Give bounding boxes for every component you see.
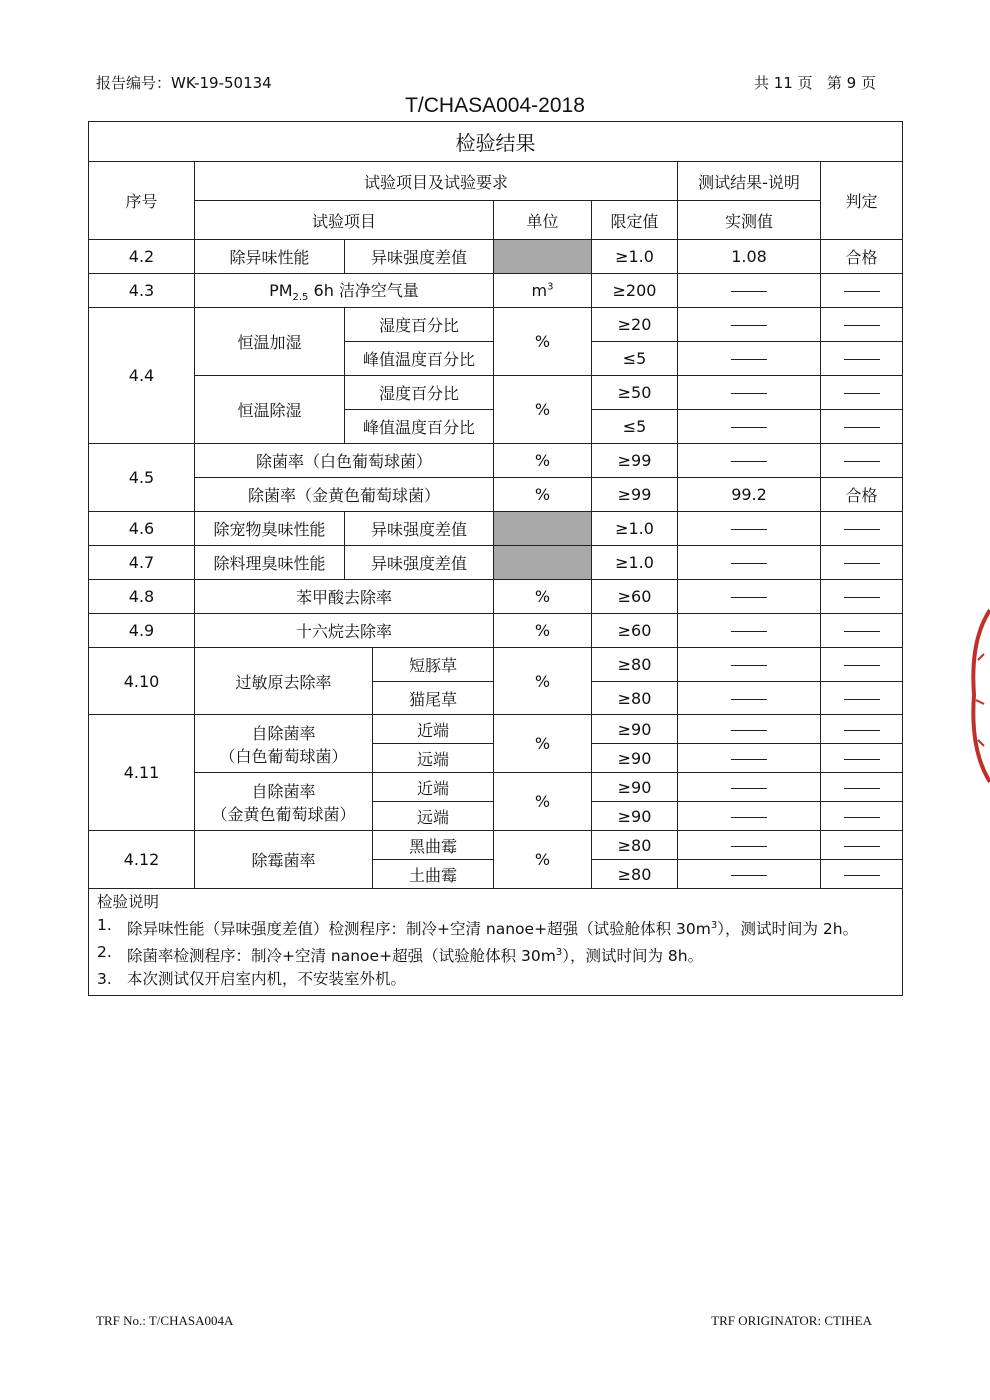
gray-unit-cell [494, 240, 592, 274]
row-limit: ≥80 [592, 648, 678, 682]
row-subitem: 土曲霉 [373, 860, 494, 889]
row-group: 恒温除湿 [195, 376, 345, 444]
row-judge [821, 274, 903, 308]
row-unit: % [494, 444, 592, 478]
row-limit: ≥200 [592, 274, 678, 308]
row-judge: 合格 [821, 240, 903, 274]
row-limit: ≥50 [592, 376, 678, 410]
row-unit: % [494, 580, 592, 614]
row-judge [821, 444, 903, 478]
row-unit: % [494, 478, 592, 512]
col-result-desc: 测试结果-说明 [678, 162, 821, 201]
row-unit: % [494, 648, 592, 715]
row-seq: 4.4 [89, 308, 195, 444]
row-judge [821, 715, 903, 744]
row-seq: 4.2 [89, 240, 195, 274]
row-value [678, 376, 821, 410]
row-limit: ≥20 [592, 308, 678, 342]
row-seq: 4.5 [89, 444, 195, 512]
row-judge [821, 831, 903, 860]
row-value [678, 410, 821, 444]
row-limit: ≥90 [592, 744, 678, 773]
row-judge [821, 744, 903, 773]
table-row [89, 580, 903, 614]
table-row [89, 444, 903, 478]
col-seq: 序号 [89, 162, 195, 240]
row-subitem: 远端 [373, 744, 494, 773]
row-limit: ≤5 [592, 410, 678, 444]
row-subitem: 近端 [373, 773, 494, 802]
row-limit: ≥1.0 [592, 240, 678, 274]
row-limit: ≥1.0 [592, 512, 678, 546]
row-judge [821, 614, 903, 648]
row-subitem: 猫尾草 [373, 682, 494, 715]
row-subitem: 黑曲霉 [373, 831, 494, 860]
row-judge [821, 860, 903, 889]
table-row [89, 831, 903, 860]
row-value: 1.08 [678, 240, 821, 274]
row-value [678, 744, 821, 773]
row-subitem: 峰值温度百分比 [345, 410, 494, 444]
row-seq: 4.10 [89, 648, 195, 715]
row-limit: ≥80 [592, 682, 678, 715]
row-unit: % [494, 308, 592, 376]
row-unit: % [494, 831, 592, 889]
row-item: 除异味性能 [195, 240, 345, 274]
row-limit: ≤5 [592, 342, 678, 376]
row-unit: % [494, 614, 592, 648]
row-limit: ≥90 [592, 715, 678, 744]
row-item: 除料理臭味性能 [195, 546, 345, 580]
table-row [89, 240, 903, 274]
standard-code: T/CHASA004-2018 [405, 94, 585, 117]
row-group: 恒温加湿 [195, 308, 345, 376]
table-title: 检验结果 [89, 122, 903, 162]
row-limit: ≥1.0 [592, 546, 678, 580]
table-row [89, 614, 903, 648]
report-number: 报告编号：WK-19-50134 [96, 74, 272, 92]
row-judge [821, 546, 903, 580]
row-value [678, 614, 821, 648]
results-table [88, 121, 903, 996]
note-item: 3. 本次测试仅开启室内机，不安装室外机。 [97, 970, 407, 989]
row-seq: 4.6 [89, 512, 195, 546]
row-subitem: 湿度百分比 [345, 308, 494, 342]
gray-unit-cell [494, 546, 592, 580]
row-limit: ≥60 [592, 580, 678, 614]
row-value [678, 773, 821, 802]
footer-trf-no: TRF No.: T/CHASA004A [96, 1313, 234, 1328]
row-subitem: 远端 [373, 802, 494, 831]
row-value: 99.2 [678, 478, 821, 512]
table-row [89, 648, 903, 682]
row-value [678, 860, 821, 889]
row-subitem: 短豚草 [373, 648, 494, 682]
table-row [89, 376, 903, 410]
table-row [89, 478, 903, 512]
footer-originator: TRF ORIGINATOR: CTIHEA [711, 1313, 872, 1328]
row-subitem: 近端 [373, 715, 494, 744]
row-item: $PM_{2.5}$ 6h 洁净空气量 [195, 274, 494, 308]
row-value [678, 546, 821, 580]
notes-title: 检验说明 [97, 893, 160, 911]
row-limit: ≥90 [592, 773, 678, 802]
row-subitem: 峰值温度百分比 [345, 342, 494, 376]
table-row [89, 715, 903, 744]
note-item: 1. 除异味性能（异味强度差值）检测程序：制冷+空清 nanoe+超强（试验舱体积 $30m^3$），测试时间为 2h。 [97, 916, 859, 939]
col-limit: 限定值 [592, 201, 678, 240]
row-limit: ≥99 [592, 478, 678, 512]
row-group: 自除菌率 （金黄色葡萄球菌） [195, 773, 373, 831]
row-judge [821, 648, 903, 682]
row-judge [821, 376, 903, 410]
row-judge [821, 682, 903, 715]
row-value [678, 308, 821, 342]
row-seq: 4.3 [89, 274, 195, 308]
row-item: 十六烷去除率 [195, 614, 494, 648]
row-group: 自除菌率 （白色葡萄球菌） [195, 715, 373, 773]
row-seq: 4.12 [89, 831, 195, 889]
row-judge [821, 773, 903, 802]
row-subitem: 异味强度差值 [345, 512, 494, 546]
notes-section [89, 889, 903, 996]
row-value [678, 802, 821, 831]
row-limit: ≥80 [592, 831, 678, 860]
table-row [89, 546, 903, 580]
col-item: 试验项目 [195, 201, 494, 240]
seal-stamp-icon [966, 600, 990, 790]
row-item: 除霉菌率 [195, 831, 373, 889]
note-item: 2. 除菌率检测程序：制冷+空清 nanoe+超强（试验舱体积 $30m^3$），测试时间为 8h。 [97, 943, 704, 966]
row-judge: 合格 [821, 478, 903, 512]
row-judge [821, 512, 903, 546]
row-judge [821, 308, 903, 342]
row-value [678, 444, 821, 478]
row-unit: % [494, 715, 592, 773]
row-limit: ≥90 [592, 802, 678, 831]
col-items-req: 试验项目及试验要求 [195, 162, 678, 201]
row-value [678, 648, 821, 682]
col-judge: 判定 [821, 162, 903, 240]
table-row [89, 274, 903, 308]
row-item: 除菌率（白色葡萄球菌） [195, 444, 494, 478]
row-subitem: 异味强度差值 [345, 546, 494, 580]
row-subitem: 异味强度差值 [345, 240, 494, 274]
row-limit: ≥99 [592, 444, 678, 478]
row-limit: ≥80 [592, 860, 678, 889]
col-measured: 实测值 [678, 201, 821, 240]
row-judge [821, 342, 903, 376]
table-row [89, 308, 903, 342]
table-row [89, 512, 903, 546]
row-seq: 4.7 [89, 546, 195, 580]
row-item: 苯甲酸去除率 [195, 580, 494, 614]
row-unit: % [494, 773, 592, 831]
row-value [678, 831, 821, 860]
row-value [678, 580, 821, 614]
row-value [678, 715, 821, 744]
row-value [678, 512, 821, 546]
row-item: 过敏原去除率 [195, 648, 373, 715]
row-item: 除宠物臭味性能 [195, 512, 345, 546]
row-item: 除菌率（金黄色葡萄球菌） [195, 478, 494, 512]
row-value [678, 274, 821, 308]
row-subitem: 湿度百分比 [345, 376, 494, 410]
row-seq: 4.8 [89, 580, 195, 614]
gray-unit-cell [494, 512, 592, 546]
row-value [678, 682, 821, 715]
row-judge [821, 580, 903, 614]
table-row [89, 773, 903, 802]
page-counter: 共 11 页 第 9 页 [753, 74, 876, 92]
row-seq: 4.9 [89, 614, 195, 648]
row-unit: $m^3$ [494, 274, 592, 308]
row-seq: 4.11 [89, 715, 195, 831]
row-unit: % [494, 376, 592, 444]
row-limit: ≥60 [592, 614, 678, 648]
col-unit: 单位 [494, 201, 592, 240]
row-value [678, 342, 821, 376]
row-judge [821, 410, 903, 444]
row-judge [821, 802, 903, 831]
